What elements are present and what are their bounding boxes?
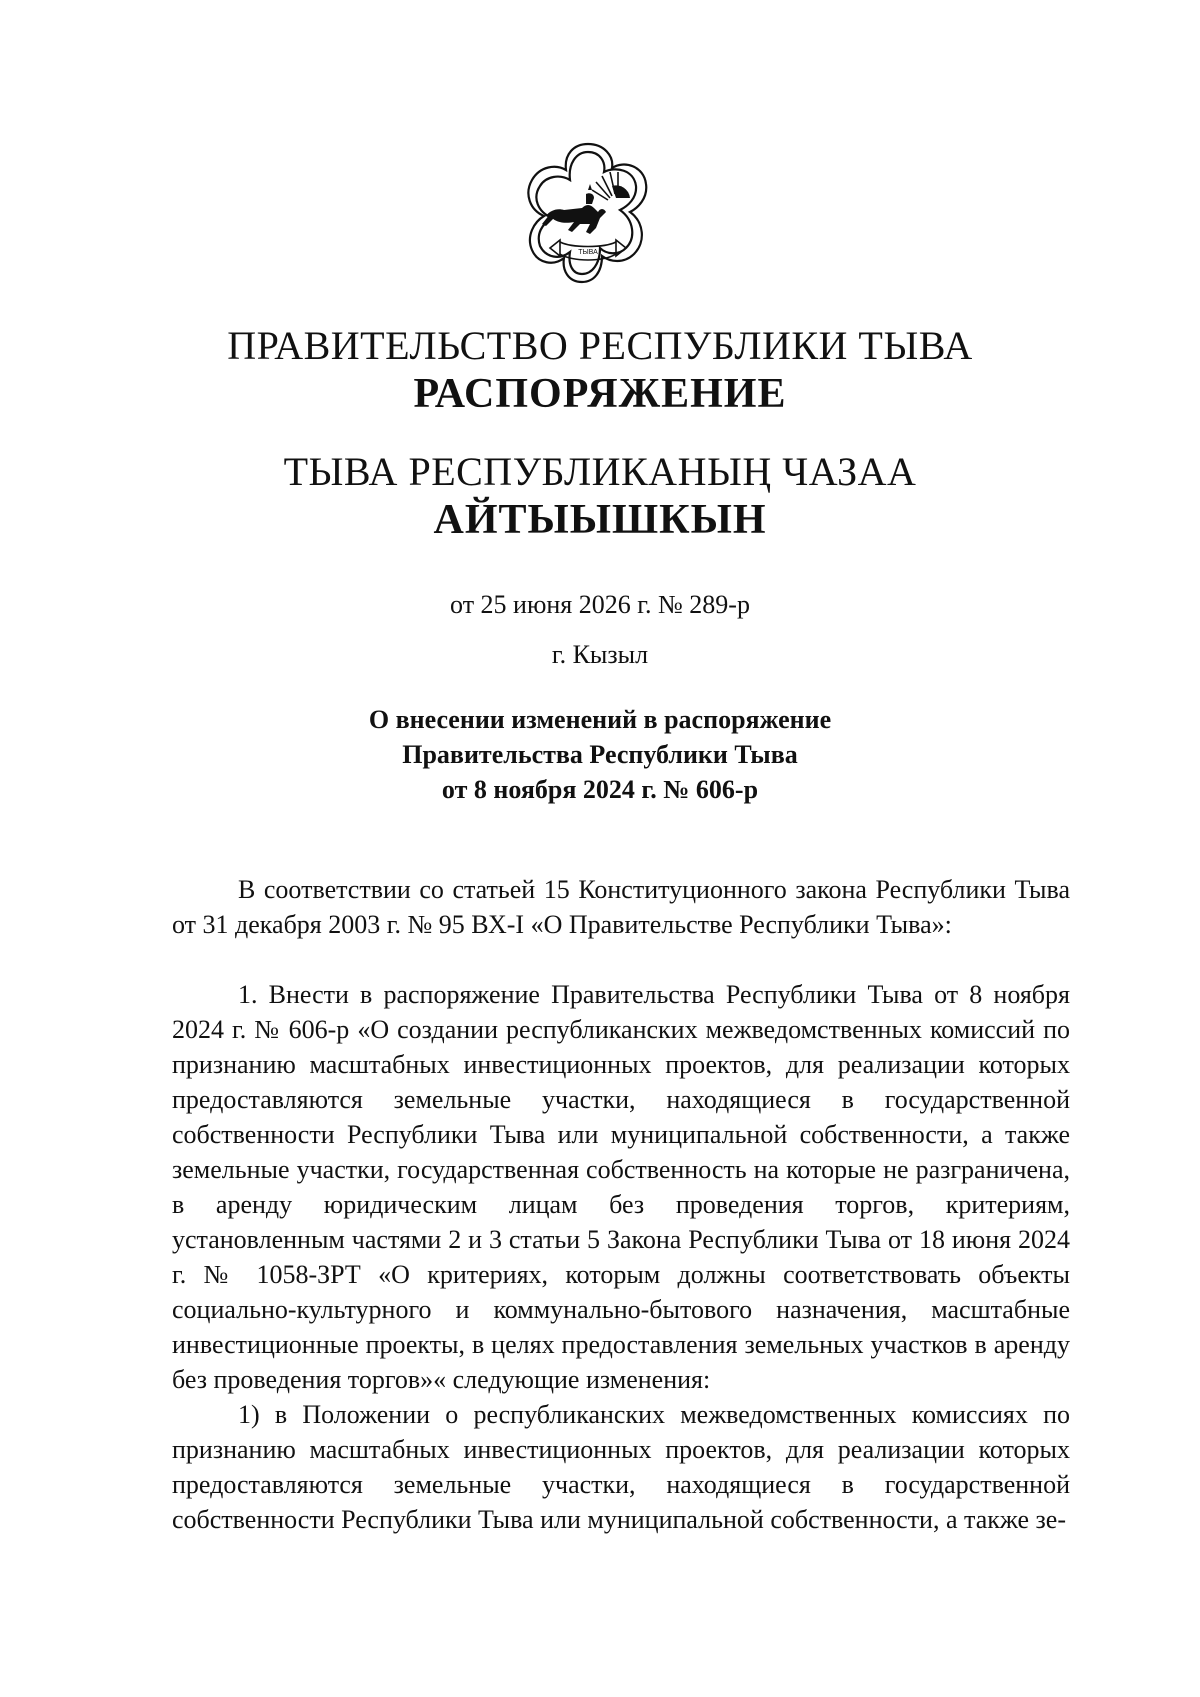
- document-body: [172, 872, 1070, 1537]
- document-city: г. Кызыл: [551, 640, 649, 669]
- document-subject: [0, 702, 1200, 807]
- item-1-paragraph: 1. Внести в распоряжение Правительства Республики Тыва от 8 ноября 2024 г. № 606-р «О создании республиканских межведомственных комиссий по признанию масштабных инвестиционных проектов, для реализации которых предоставляются земельные участки, находящиеся в государственной собственности Республики Тыва или муниципальной собственности, а также земельные участки, государственная собственность на которые не разграничена, в аренду юридическим лицам без проведения торгов, критериям, установленным частями 2 и 3 статьи 5 Закона Республики Тыва от 18 июня 2024 г. № 1058-ЗРТ «О критериях, которым должны соответствовать объекты социально-культурного и коммунально-бытового назначения, масштабные инвестиционные проекты, в целях предоставления земельных участков в аренду без проведения торгов»« следующие изменения:: [172, 980, 1070, 1394]
- subject-line: от 8 ноября 2024 г. № 606-р: [441, 775, 759, 804]
- emblem-text: ТЫВА: [578, 249, 598, 256]
- item-1-1-paragraph: 1) в Положении о республиканских межведомственных комиссиях по признанию масштабных инвестиционных проектов, для реализации которых предоставляются земельные участки, находящиеся в государственной собственности Республики Тыва или муниципальной собственности, а также зе-: [172, 1400, 1070, 1534]
- government-name-tv: ТЫВА РЕСПУБЛИКАНЫҢ ЧАЗАА: [283, 449, 917, 494]
- document-type-tv: АЙТЫЫШКЫН: [433, 497, 767, 543]
- tuva-coat-of-arms-icon: [520, 138, 656, 286]
- government-name-ru: ПРАВИТЕЛЬСТВО РЕСПУБЛИКИ ТЫВА: [227, 323, 973, 368]
- subject-line: О внесении изменений в распоряжение: [368, 705, 832, 734]
- document-type-ru: РАСПОРЯЖЕНИЕ: [413, 371, 787, 417]
- preamble-paragraph: В соответствии со статьей 15 Конституционного закона Республики Тыва от 31 декабря 2003 г. № 95 ВХ-I «О Правительстве Республики Тыва»:: [172, 875, 1070, 939]
- subject-line: Правительства Республики Тыва: [402, 740, 798, 769]
- document-date-number: от 25 июня 2026 г. № 289-р: [450, 590, 750, 619]
